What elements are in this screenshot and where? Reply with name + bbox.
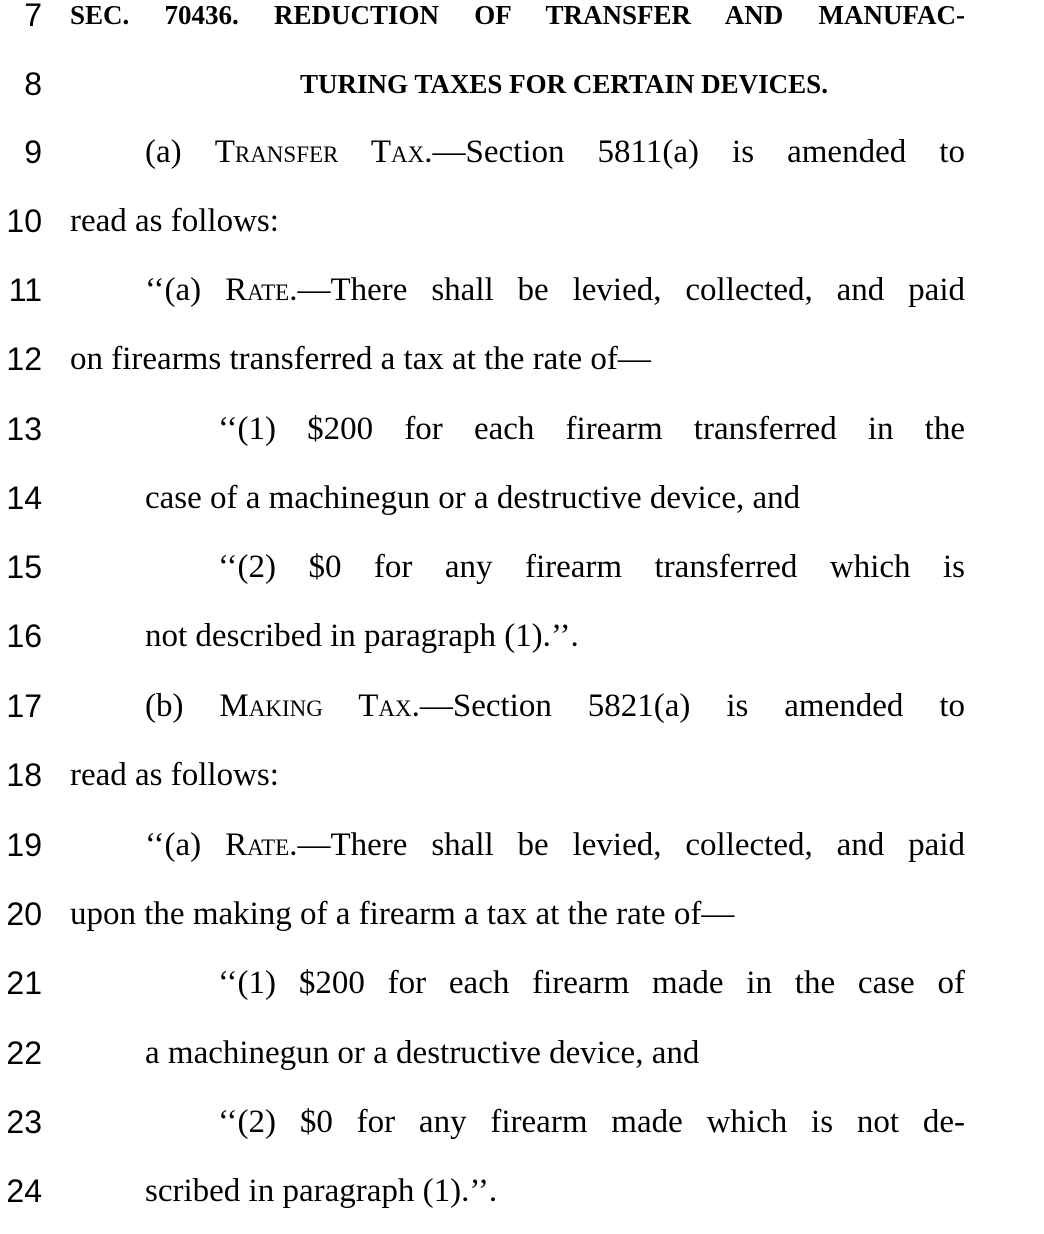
quoted-rate-heading <box>145 270 965 310</box>
paragraph-1-continued: a machinegun or a destructive device, and <box>145 1035 700 1071</box>
subsection-title: Transfer Tax <box>214 134 425 170</box>
bill-line <box>0 409 1044 449</box>
line-number: 16 <box>6 618 42 654</box>
bill-line <box>0 755 1044 795</box>
quoted-rate-heading <box>145 825 965 865</box>
enumerator: (a) <box>145 134 215 170</box>
line-number: 9 <box>24 134 42 170</box>
paragraph-1-continued: case of a machinegun or a destructive device, and <box>145 480 801 516</box>
line-number: 18 <box>6 757 42 793</box>
subsection-text: .—Section 5821(a) is amended to <box>411 688 965 724</box>
bill-line <box>0 201 1044 241</box>
line-number: 19 <box>6 827 42 863</box>
bill-line <box>0 0 1044 35</box>
body-text: read as follows: <box>70 203 279 239</box>
line-number: 15 <box>6 549 42 585</box>
line-number: 23 <box>6 1104 42 1140</box>
bill-line <box>0 64 1044 104</box>
subsection-a-heading <box>145 132 965 172</box>
line-number: 20 <box>6 896 42 932</box>
paragraph-2: ‘‘(2) $0 for any firearm made which is not de- <box>218 1104 965 1140</box>
enumerator: ‘‘(a) <box>145 827 226 863</box>
line-number: 22 <box>6 1035 42 1071</box>
bill-line <box>0 1033 1044 1073</box>
line-number: 10 <box>6 203 42 239</box>
line-number: 24 <box>6 1173 42 1209</box>
line-number: 14 <box>6 480 42 516</box>
line-number: 12 <box>6 341 42 377</box>
enumerator: ‘‘(a) <box>145 272 226 308</box>
bill-line <box>0 825 1044 865</box>
line-number: 13 <box>6 411 42 447</box>
line-number: 17 <box>6 688 42 724</box>
rate-text: .—There shall be levied, collected, and paid <box>289 827 965 863</box>
line-number: 21 <box>6 965 42 1001</box>
rate-title: Rate <box>225 272 290 308</box>
section-heading-continued: TURING TAXES FOR CERTAIN DEVICES. <box>300 69 828 99</box>
line-number: 8 <box>24 66 42 102</box>
rate-text: .—There shall be levied, collected, and paid <box>289 272 965 308</box>
subsection-text: .—Section 5811(a) is amended to <box>424 134 965 170</box>
bill-line <box>0 478 1044 518</box>
paragraph-2-continued: scribed in paragraph (1).’’. <box>145 1173 498 1209</box>
bill-line <box>0 339 1044 379</box>
paragraph-1: ‘‘(1) $200 for each firearm transferred in the <box>218 411 965 447</box>
body-text: upon the making of a firearm a tax at the rate of— <box>70 896 735 932</box>
bill-line <box>0 547 1044 587</box>
line-number: 7 <box>24 0 42 33</box>
rate-title: Rate <box>225 827 290 863</box>
bill-line <box>0 1102 1044 1142</box>
body-text: on firearms transferred a tax at the rate of— <box>70 341 651 377</box>
subsection-title: Making Tax <box>219 688 412 724</box>
bill-line <box>0 1171 1044 1211</box>
paragraph-1: ‘‘(1) $200 for each firearm made in the case of <box>218 965 965 1001</box>
bill-line <box>0 270 1044 310</box>
enumerator: (b) <box>145 688 220 724</box>
body-text: read as follows: <box>70 757 279 793</box>
line-number: 11 <box>8 272 42 308</box>
paragraph-2-continued: not described in paragraph (1).’’. <box>145 618 579 654</box>
bill-line <box>0 686 1044 726</box>
bill-line <box>0 616 1044 656</box>
paragraph-2: ‘‘(2) $0 for any firearm transferred which is <box>218 549 965 585</box>
bill-line <box>0 894 1044 934</box>
bill-line <box>0 963 1044 1003</box>
subsection-b-heading <box>145 686 965 726</box>
bill-line <box>0 132 1044 172</box>
section-heading: SEC. 70436. REDUCTION OF TRANSFER AND MANUFAC- <box>70 0 965 30</box>
